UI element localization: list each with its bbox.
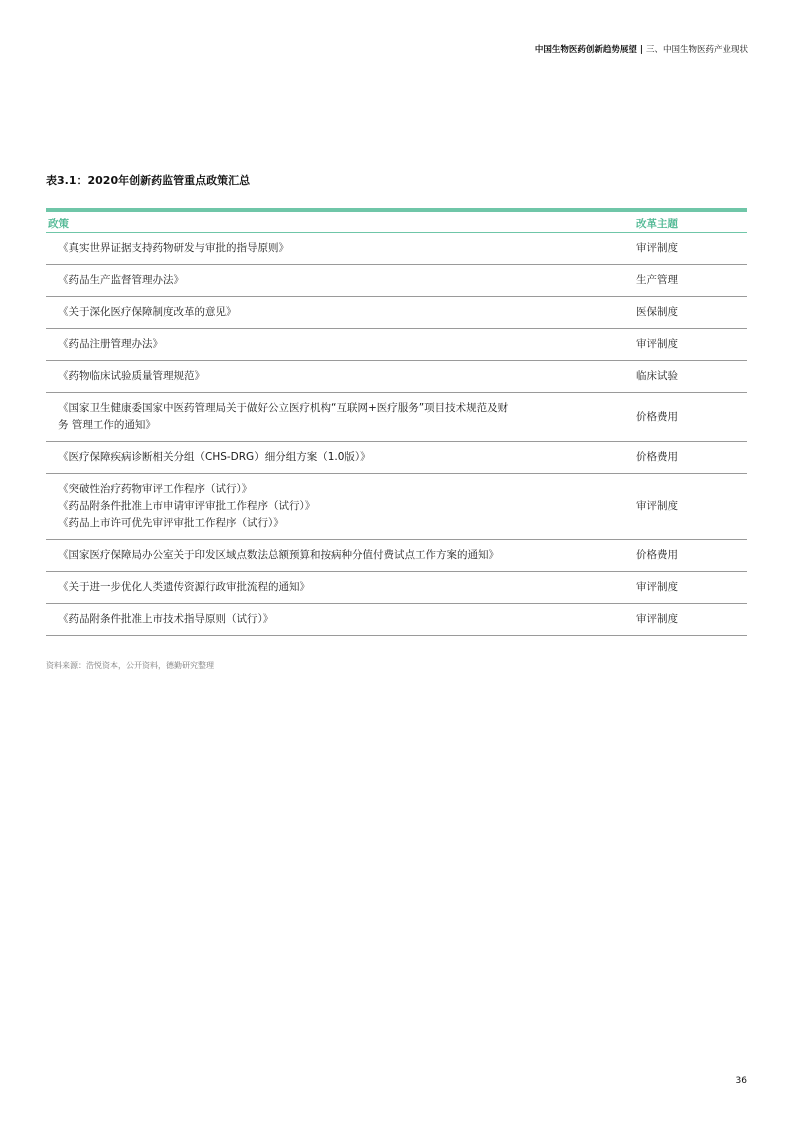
table-row: [46, 233, 747, 265]
running-header: [535, 43, 748, 55]
table-row: [46, 361, 747, 393]
policy-table: [46, 208, 747, 636]
table-row: [46, 474, 747, 540]
reform-topic-cell: 医保制度: [636, 297, 747, 329]
table-row: [46, 442, 747, 474]
policy-cell: [46, 474, 636, 540]
policy-cell: [46, 233, 636, 265]
policy-cell: [46, 393, 636, 442]
column-header-topic: 改革主题: [636, 210, 747, 233]
policy-cell: [46, 540, 636, 572]
policy-name: 《国家卫生健康委国家中医药管理局关于做好公立医疗机构“互联网+医疗服务”项目技术规范及财: [58, 402, 509, 414]
table-header-row: [46, 210, 747, 233]
policy-cell: [46, 265, 636, 297]
reform-topic-cell: 临床试验: [636, 361, 747, 393]
policy-name: 《药品注册管理办法》: [58, 338, 163, 350]
table-row: [46, 604, 747, 636]
header-section: 三、中国生物医药产业现状: [645, 45, 748, 55]
policy-name: 《突破性治疗药物审评工作程序（试行）》: [58, 483, 253, 495]
table-row: [46, 393, 747, 442]
policy-name: 《药品附条件批准上市申请审评审批工作程序（试行）》: [58, 500, 316, 512]
table-row: [46, 329, 747, 361]
reform-topic-cell: 审评制度: [636, 233, 747, 265]
page-number: 36: [735, 1076, 747, 1086]
policy-cell: [46, 329, 636, 361]
policy-name: 《药品附条件批准上市技术指导原则（试行）》: [58, 613, 274, 625]
policy-name: 《关于深化医疗保障制度改革的意见》: [58, 306, 237, 318]
table-row: [46, 572, 747, 604]
reform-topic-cell: 生产管理: [636, 265, 747, 297]
policy-name: 《国家医疗保障局办公室关于印发区域点数法总额预算和按病种分值付费试点工作方案的通知》: [58, 549, 499, 561]
header-doc-title: 中国生物医药创新趋势展望: [534, 45, 637, 55]
reform-topic-cell: 价格费用: [636, 540, 747, 572]
reform-topic-cell: 价格费用: [636, 393, 747, 442]
source-note: 资料来源：浩悦资本，公开资料，德勤研究整理: [46, 661, 214, 670]
reform-topic-cell: 审评制度: [636, 572, 747, 604]
header-separator: |: [639, 45, 643, 55]
policy-cell: [46, 361, 636, 393]
table-caption: 表3.1：2020年创新药监管重点政策汇总: [46, 174, 251, 187]
table-row: [46, 265, 747, 297]
policy-name: 《药品上市许可优先审评审批工作程序（试行）》: [58, 517, 284, 529]
policy-cell: [46, 297, 636, 329]
column-header-policy: 政策: [46, 210, 636, 233]
reform-topic-cell: 审评制度: [636, 474, 747, 540]
policy-name: 《医疗保障疾病诊断相关分组（CHS-DRG）细分组方案（1.0版）》: [58, 451, 371, 463]
policy-name: 《关于进一步优化人类遗传资源行政审批流程的通知》: [58, 581, 310, 593]
policy-cell: [46, 442, 636, 474]
table-row: [46, 540, 747, 572]
reform-topic-cell: 价格费用: [636, 442, 747, 474]
reform-topic-cell: 审评制度: [636, 604, 747, 636]
policy-name: 《药物临床试验质量管理规范》: [58, 370, 205, 382]
policy-name: 《药品生产监督管理办法》: [58, 274, 184, 286]
reform-topic-cell: 审评制度: [636, 329, 747, 361]
table-body: [46, 233, 747, 636]
policy-name: 务 管理工作的通知》: [58, 419, 156, 431]
table-row: [46, 297, 747, 329]
policy-cell: [46, 572, 636, 604]
policy-cell: [46, 604, 636, 636]
policy-name: 《真实世界证据支持药物研发与审批的指导原则》: [58, 242, 289, 254]
